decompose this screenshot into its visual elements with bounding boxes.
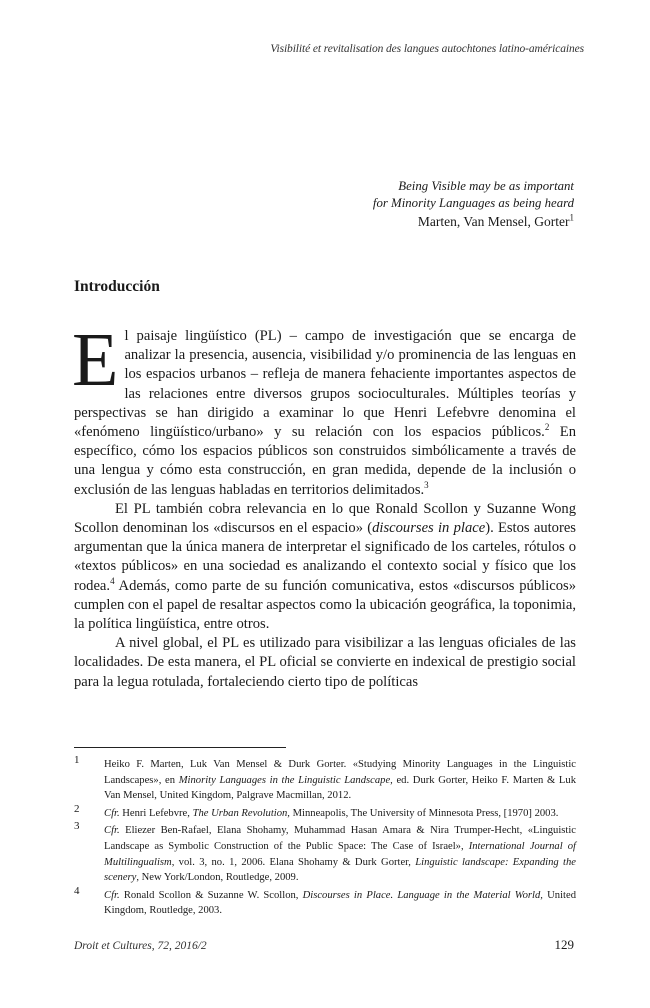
section-title: Introducción	[74, 278, 160, 295]
running-head: Visibilité et revitalisation des langues autochtones latino-américaines	[270, 43, 584, 55]
footnote-number: 3	[74, 820, 80, 833]
page-number: 129	[554, 937, 574, 952]
footnote-1	[74, 754, 576, 804]
footnote-ref[interactable]: 4	[110, 575, 115, 586]
epigraph-line-2: for Minority Languages as being heard	[372, 196, 574, 210]
footnote-ref[interactable]: 2	[544, 422, 550, 433]
footnote-text: Cfr. Ronald Scollon & Suzanne W. Scollon, Discourses in Place. Language in the Material World, United Kingdom, Routledge, 2003.	[104, 889, 576, 917]
epigraph-author-name: Marten, Van Mensel, Gorter	[417, 214, 570, 229]
footnote-4	[74, 884, 576, 919]
footnote-text: Heiko F. Marten, Luk Van Mensel & Durk Gorter. «Studying Minority Languages in the Linguistic Landscapes», en Minority Languages in the Linguistic Landscape, ed. Durk Gorter, Heiko F. Marten & Luk Van Mensel, United Kingdom, Palgrave Macmillan, 2012.	[104, 759, 576, 802]
journal-citation: Droit et Cultures, 72, 2016/2	[74, 940, 207, 952]
paragraph-text: Además, como parte de su función comunicativa, estos «discursos públicos» cumplen con el papel de resaltar aspectos como la ubicación geográfica, la toponimia, la política lingüística, entre otros.	[74, 577, 576, 633]
body-text	[72, 318, 576, 692]
paragraph-3: A nivel global, el PL es utilizado para visibilizar a las lenguas oficiales de las localidades. De esta manera, el PL oficial se convierte en indexical de prestigio social para la legua rotulada, fortaleciendo cierto tipo de políticas	[74, 635, 576, 690]
footnote-number: 1	[74, 754, 80, 766]
footnote-text: Cfr. Henri Lefebvre, The Urban Revolution, Minneapolis, The University of Minnesota Press, [1970] 2003.	[104, 807, 559, 819]
paragraph-text: El PL también cobra relevancia en lo que Ronald Scollon y Suzanne Wong Scollon denominan los «discursos en el espacio» (	[74, 500, 576, 537]
paragraph-1	[72, 318, 576, 500]
epigraph	[373, 178, 574, 230]
footnote-3	[74, 820, 576, 885]
paragraph-text: En específico, cómo los espacios públicos son construidos simbólicamente a través de una lengua y cómo esta construcción, en gran medida, depende de la inclusión o exclusión de las lenguas habladas en territorios delimitados.	[74, 424, 576, 498]
paragraph-text: l paisaje lingüístico (PL) – campo de investigación que se encarga de analizar la presencia, ausencia, visibilidad y/o prominencia de las lenguas en los espacios urbanos – refleja de manera fehaciente importantes aspectos de las relaciones entre diversos grupos socioculturales. Múltiples teorías y perspectivas se han dirigido a examinar lo que Henri Lefebvre denomina el «fenómeno lingüístico/urbano» y su relación con los espacios públicos.	[74, 328, 576, 441]
footnote-number: 4	[74, 884, 80, 897]
paragraph-text: ). Estos autores argumentan que la única manera de interpretar el significado de los carteles, rótulos o «textos públicos» en una sociedad es analizando el contexto social y físico que los rodea.	[74, 520, 576, 594]
footnote-number: 2	[74, 802, 80, 815]
drop-cap: E	[72, 318, 119, 402]
footnote-2	[74, 802, 576, 822]
epigraph-author	[373, 213, 574, 230]
epigraph-line-1: Being Visible may be as important	[398, 179, 574, 193]
footnote-text: Cfr. Eliezer Ben-Rafael, Elana Shohamy, Muhammad Hasan Amara & Nira Trumper-Hecht, «Linguistic Landscape as Symbolic Construction of the Public Space: The Case of Israel», International Journal of Multilingualism, vol. 3, no. 1, 2006. Elana Shohamy & Durk Gorter, Linguistic landscape: Expanding the scenery, New York/London, Routledge, 2009.	[104, 825, 576, 884]
italic-term: discourses in place	[372, 520, 486, 537]
footnote-ref[interactable]: 3	[424, 479, 429, 490]
paragraph-2	[74, 500, 576, 634]
footnote-divider	[74, 747, 286, 748]
footnote-ref[interactable]: 1	[569, 212, 574, 223]
footnotes	[74, 754, 576, 921]
